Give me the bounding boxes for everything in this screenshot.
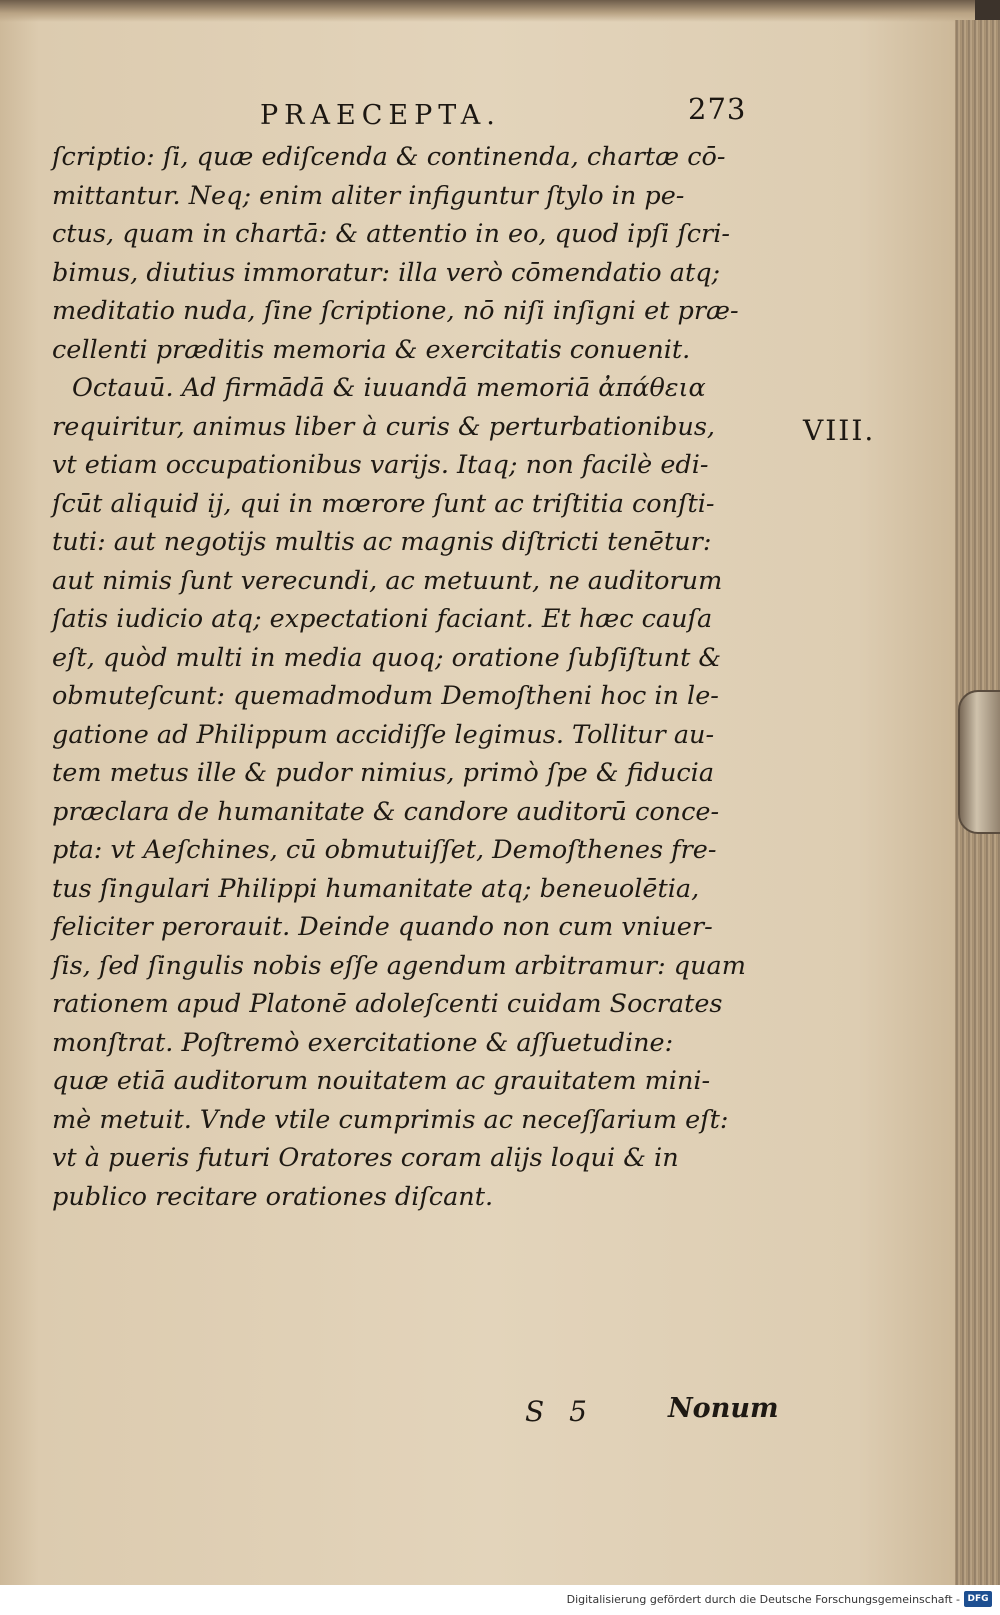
footer-credit: Digitalisierung gefördert durch die Deutsche Forschungsgemeinschaft - — [566, 1593, 960, 1606]
text-line: præclara de humanitate & candore auditorū conce- — [52, 796, 720, 827]
text-line: requiritur, animus liber à curis & perturbationibus, — [52, 411, 716, 442]
text-line: eſt, quòd multi in media quoq; oratione ſubſiſtunt & — [52, 642, 722, 673]
text-line: ſcriptio: ſi, quæ ediſcenda & continenda, chartæ cō- — [52, 142, 726, 172]
text-line: mittantur. Neq; enim aliter infiguntur ſtylo in pe- — [52, 180, 685, 211]
text-line: tuti: aut negotijs multis ac magnis diſtricti tenētur: — [52, 527, 712, 557]
text-line: cellenti præditis memoria & exercitatis conuenit. — [52, 334, 691, 365]
running-head — [60, 92, 760, 136]
text-line: quæ etiā auditorum nouitatem ac grauitatem mini- — [52, 1066, 711, 1096]
text-line: pta: vt Aeſchines, cū obmutuiſſet, Demoſthenes fre- — [52, 835, 717, 865]
text-line: vt à pueris futuri Oratores coram alijs loqui & in — [52, 1143, 679, 1173]
margin-note: VIII. — [803, 414, 876, 447]
text-line: rationem apud Platonē adoleſcenti cuidam Socrates — [52, 989, 723, 1019]
text-line: mè metuit. Vnde vtile cumprimis ac neceſſarium eſt: — [52, 1104, 729, 1135]
text-line: obmuteſcunt: quemadmodum Demoſtheni hoc in le- — [52, 681, 719, 711]
text-line: ctus, quam in chartā: & attentio in eo, quod ipſi ſcri- — [52, 219, 731, 249]
text-line: ſis, ſed ſingulis nobis eſſe agendum arbitramur: quam — [52, 950, 746, 981]
book-clasp — [958, 690, 1000, 834]
text-line: tus ſingulari Philippi humanitate atq; beneuolētia, — [52, 873, 700, 904]
text-line: gatione ad Philippum accidiſſe legimus. Tollitur au- — [52, 719, 715, 750]
dfg-logo-icon: DFG — [964, 1591, 992, 1607]
text-line: ſatis iudicio atq; expectationi faciant. Et hæc cauſa — [52, 604, 713, 634]
text-line: monſtrat. Poſtremò exercitatione & aſſuetudine: — [52, 1027, 674, 1058]
text-line: meditatio nuda, ſine ſcriptione, nō niſi inſigni et præ- — [52, 296, 739, 326]
text-line: bimus, diutius immoratur: illa verò cōmendatio atq; — [52, 257, 721, 288]
text-line: ſcūt aliquid ij, qui in mœrore ſunt ac triſtitia conſti- — [52, 488, 715, 519]
text-line: publico recitare orationes diſcant. — [52, 1181, 494, 1212]
text-line: tem metus ille & pudor nimius, primò ſpe & fiducia — [52, 758, 715, 788]
running-head-title: PRAECEPTA. — [260, 100, 501, 131]
text-line: Octauū. Ad firmādā & iuuandā memoriā ἀπάθεια — [72, 373, 706, 403]
text-line: aut nimis ſunt verecundi, ac metuunt, ne auditorum — [52, 565, 723, 596]
signature-mark: S 5 — [525, 1395, 595, 1428]
body-text — [52, 138, 772, 1216]
text-line: feliciter perorauit. Deinde quando non cum vniuer- — [52, 912, 713, 942]
catchword: Nonum — [668, 1393, 779, 1424]
page-number: 273 — [688, 92, 747, 126]
text-line: vt etiam occupationibus varijs. Itaq; non facilè edi- — [52, 450, 709, 480]
